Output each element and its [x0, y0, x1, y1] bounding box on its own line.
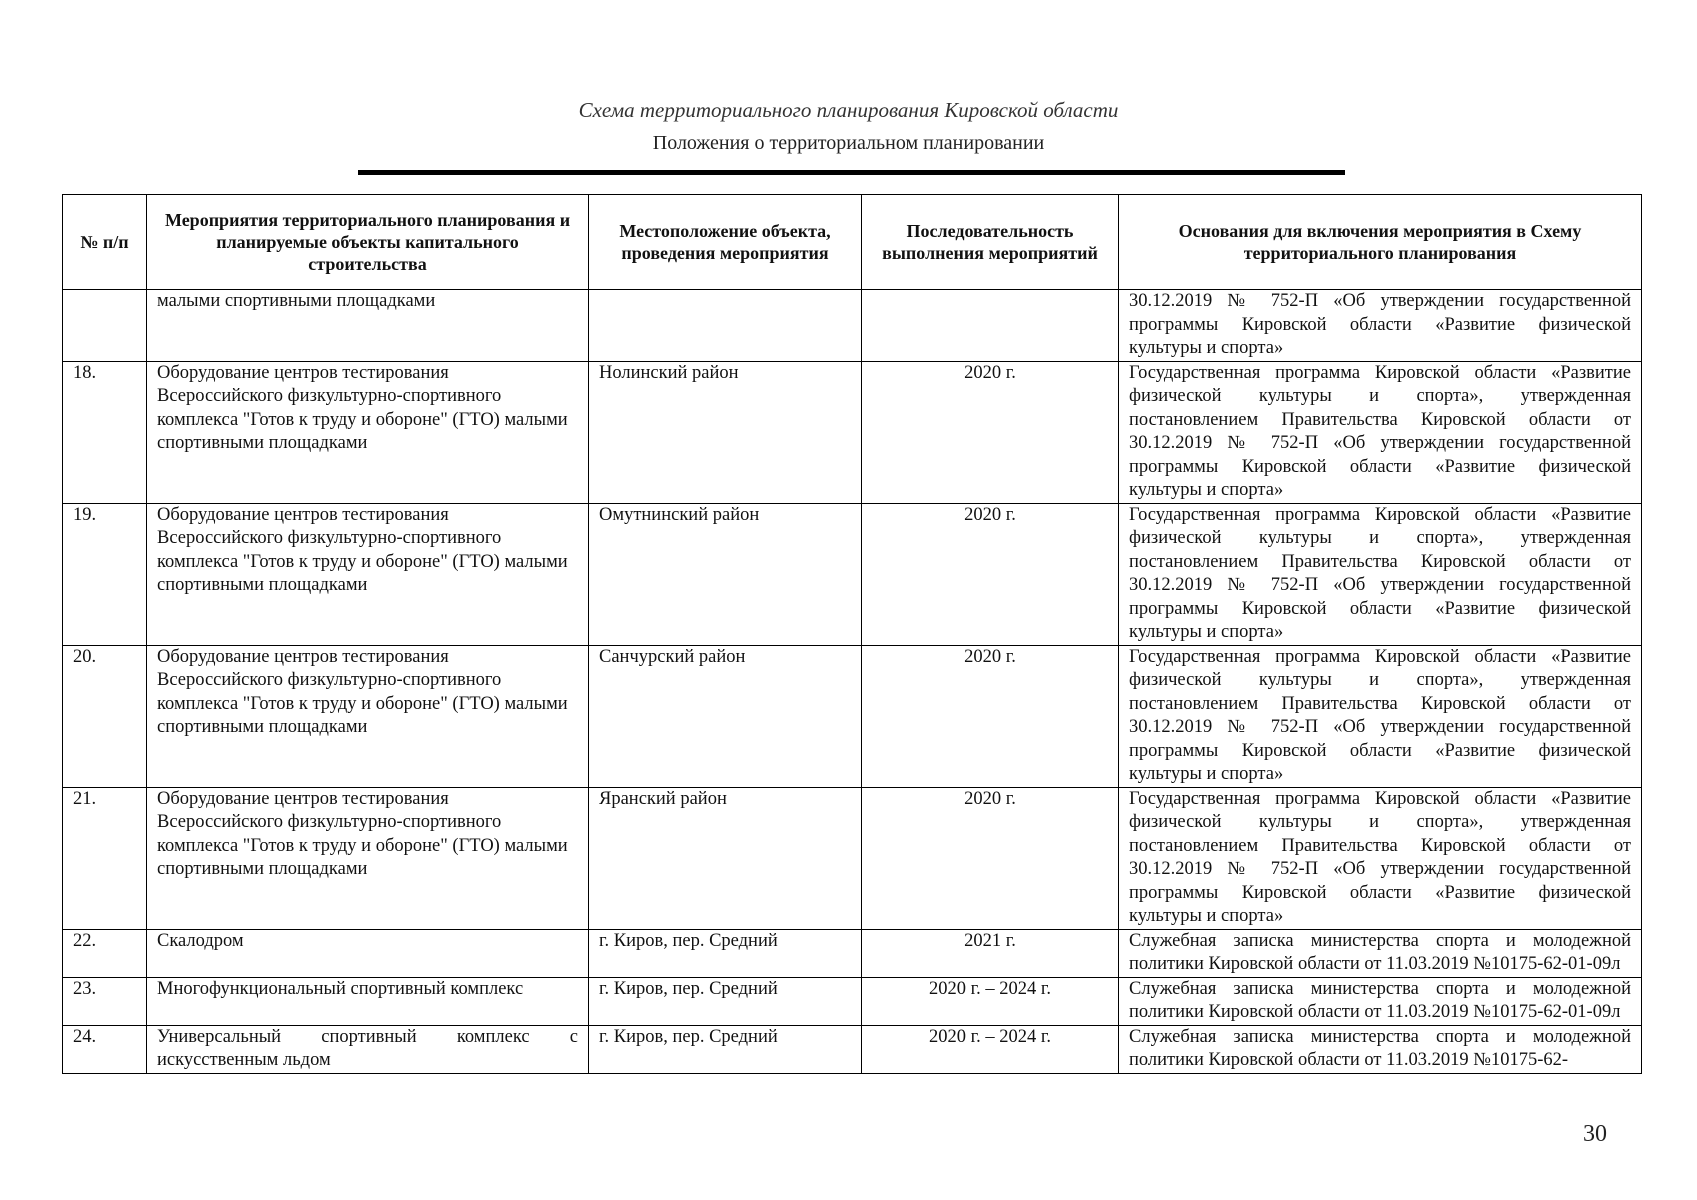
- row-basis: Государственная программа Кировской области «Развитие физической культуры и спорта», утвержденная постановлением Правительства Кировской области от 30.12.2019 № 752-П «Об утверждении государственной программы Кировской области «Развитие физической культуры и спорта»: [1119, 503, 1642, 645]
- row-stage: 2020 г.: [862, 645, 1119, 787]
- row-location: г. Киров, пер. Средний: [589, 1025, 862, 1073]
- row-location: г. Киров, пер. Средний: [589, 977, 862, 1025]
- row-event: Многофункциональный спортивный комплекс: [147, 977, 589, 1025]
- row-basis: Служебная записка министерства спорта и молодежной политики Кировской области от 11.03.2019 №10175-62-01-09л: [1119, 929, 1642, 977]
- row-stage: [862, 290, 1119, 362]
- row-number: 19.: [63, 503, 147, 645]
- document-subtitle: Положения о территориальном планировании: [652, 132, 1045, 154]
- row-number: 24.: [63, 1025, 147, 1073]
- table-row: [63, 361, 1642, 503]
- table-row: [63, 503, 1642, 645]
- table-row: [63, 645, 1642, 787]
- row-basis: Государственная программа Кировской области «Развитие физической культуры и спорта», утвержденная постановлением Правительства Кировской области от 30.12.2019 № 752-П «Об утверждении государственной программы Кировской области «Развитие физической культуры и спорта»: [1119, 361, 1642, 503]
- page-number: 30: [1583, 1121, 1607, 1147]
- row-location: Санчурский район: [589, 645, 862, 787]
- planning-table: [62, 194, 1642, 1074]
- row-stage: 2020 г. – 2024 г.: [862, 1025, 1119, 1073]
- row-event: Оборудование центров тестирования Всероссийского физкультурно-спортивного комплекса "Готов к труду и обороне" (ГТО) малыми спортивными площадками: [147, 361, 589, 503]
- row-basis: Служебная записка министерства спорта и молодежной политики Кировской области от 11.03.2019 №10175-62-: [1119, 1025, 1642, 1073]
- row-basis: Служебная записка министерства спорта и молодежной политики Кировской области от 11.03.2019 №10175-62-01-09л: [1119, 977, 1642, 1025]
- row-location: Омутнинский район: [589, 503, 862, 645]
- table-row: [63, 1025, 1642, 1073]
- table-row: [63, 290, 1642, 362]
- column-header-basis: Основания для включения мероприятия в Схему территориального планирования: [1119, 195, 1642, 290]
- row-number: [63, 290, 147, 362]
- row-event: Оборудование центров тестирования Всероссийского физкультурно-спортивного комплекса "Готов к труду и обороне" (ГТО) малыми спортивными площадками: [147, 645, 589, 787]
- row-event: Универсальный спортивный комплекс с искусственным льдом: [147, 1025, 589, 1073]
- row-event: Оборудование центров тестирования Всероссийского физкультурно-спортивного комплекса "Готов к труду и обороне" (ГТО) малыми спортивными площадками: [147, 787, 589, 929]
- row-number: 20.: [63, 645, 147, 787]
- table-header-row: [63, 195, 1642, 290]
- column-header-location: Местоположение объекта, проведения мероприятия: [589, 195, 862, 290]
- column-header-event: Мероприятия территориального планирования и планируемые объекты капитального строительства: [147, 195, 589, 290]
- column-header-number: № п/п: [63, 195, 147, 290]
- row-event: Оборудование центров тестирования Всероссийского физкультурно-спортивного комплекса "Готов к труду и обороне" (ГТО) малыми спортивными площадками: [147, 503, 589, 645]
- row-event: Скалодром: [147, 929, 589, 977]
- row-location: [589, 290, 862, 362]
- row-number: 18.: [63, 361, 147, 503]
- header-rule: [358, 170, 1345, 175]
- row-event: малыми спортивными площадками: [147, 290, 589, 362]
- row-location: Нолинский район: [589, 361, 862, 503]
- row-stage: 2020 г. – 2024 г.: [862, 977, 1119, 1025]
- row-basis: Государственная программа Кировской области «Развитие физической культуры и спорта», утвержденная постановлением Правительства Кировской области от 30.12.2019 № 752-П «Об утверждении государственной программы Кировской области «Развитие физической культуры и спорта»: [1119, 645, 1642, 787]
- row-number: 22.: [63, 929, 147, 977]
- table-row: [63, 929, 1642, 977]
- row-stage: 2020 г.: [862, 787, 1119, 929]
- row-location: г. Киров, пер. Средний: [589, 929, 862, 977]
- document-title: Схема территориального планирования Кировской области: [578, 98, 1119, 122]
- row-location: Яранский район: [589, 787, 862, 929]
- column-header-sequence: Последовательность выполнения мероприятий: [862, 195, 1119, 290]
- table-row: [63, 977, 1642, 1025]
- row-stage: 2020 г.: [862, 503, 1119, 645]
- row-basis: Государственная программа Кировской области «Развитие физической культуры и спорта», утвержденная постановлением Правительства Кировской области от 30.12.2019 № 752-П «Об утверждении государственной программы Кировской области «Развитие физической культуры и спорта»: [1119, 787, 1642, 929]
- row-stage: 2021 г.: [862, 929, 1119, 977]
- table-row: [63, 787, 1642, 929]
- row-number: 21.: [63, 787, 147, 929]
- row-stage: 2020 г.: [862, 361, 1119, 503]
- row-number: 23.: [63, 977, 147, 1025]
- row-basis: 30.12.2019 № 752-П «Об утверждении государственной программы Кировской области «Развитие физической культуры и спорта»: [1119, 290, 1642, 362]
